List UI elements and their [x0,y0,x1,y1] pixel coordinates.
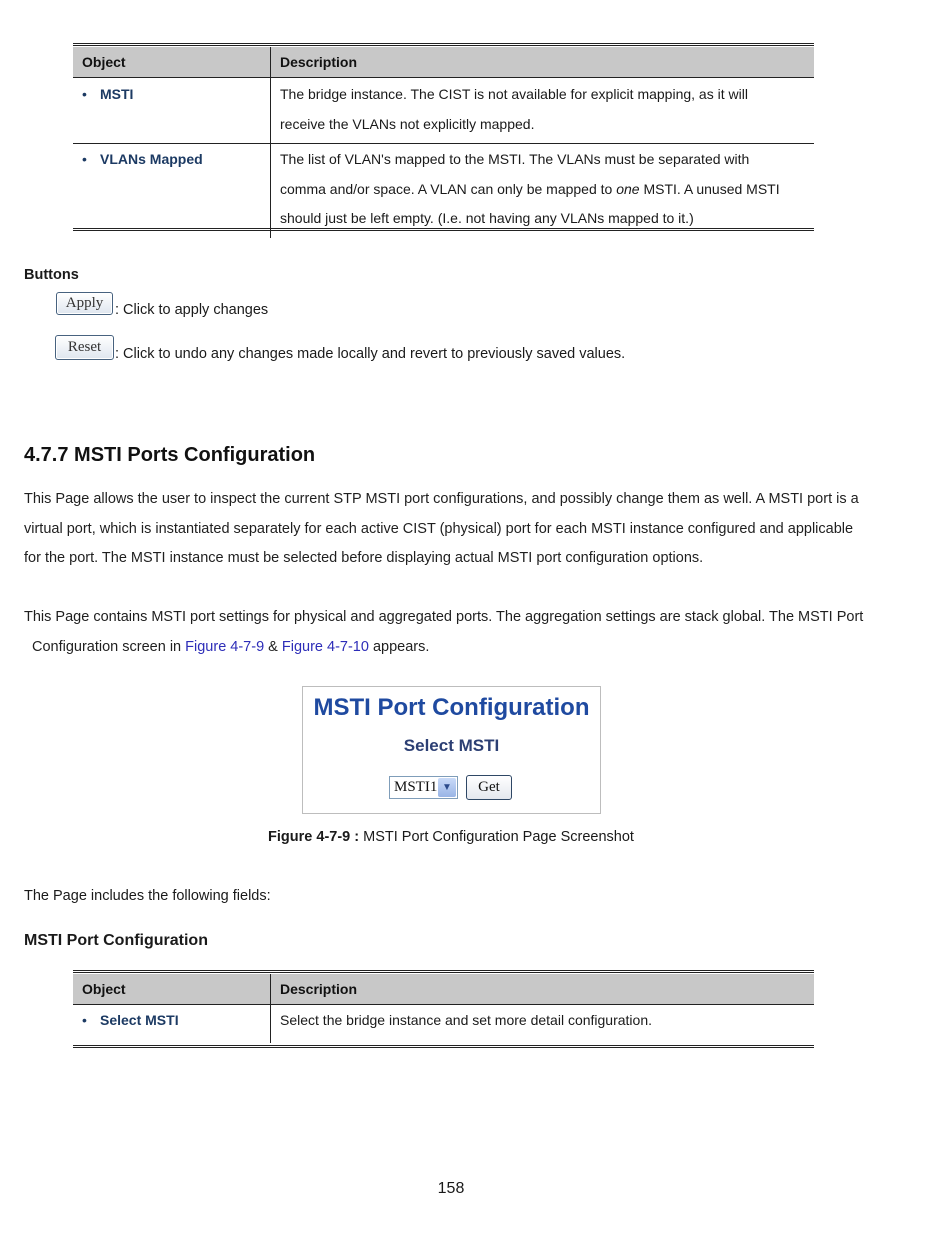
paragraph-line [24,633,863,663]
paragraph-line: This Page contains MSTI port settings for physical and aggregated ports. The aggregation settings are stack global. The MSTI Port [24,609,864,625]
settings-paragraph [24,603,863,662]
chevron-down-icon[interactable]: ▼ [438,778,456,797]
column-header-object: Object [73,47,271,78]
paragraph-line: virtual port, which is instantiated separately for each active CIST (physical) port for each MSTI instance configured and applicable [24,520,854,537]
description-cell: Select the bridge instance and set more detail configuration. [280,1012,653,1028]
description-text: comma and/or space. A VLAN can only be mapped to [280,180,617,197]
fields-intro: The Page includes the following fields: [24,888,271,904]
msti-select[interactable] [389,776,458,799]
table-row [73,1005,814,1044]
table-bottom-border [73,1045,814,1048]
page-number: 158 [437,1180,465,1197]
subheading: MSTI Port Configuration [24,932,208,949]
buttons-heading: Buttons [24,267,79,283]
column-header-object: Object [73,974,271,1005]
caption-label: Figure 4-7-9 : [268,829,360,845]
paragraph-text: & [264,638,282,655]
intro-paragraph [24,485,859,574]
apply-description: : Click to apply changes [115,302,269,318]
column-header-description: Description [271,47,815,78]
table-row [73,144,814,238]
object-name: Select MSTI [100,1012,179,1028]
description-line: should just be left empty. (I.e. not having any VLANs mapped to it.) [280,210,694,226]
bullet-icon: • [82,151,87,167]
reset-description: : Click to undo any changes made locally and revert to previously saved values. [115,346,626,362]
table-row [73,78,814,144]
description-line [280,175,805,205]
caption-text: MSTI Port Configuration Page Screenshot [359,829,634,845]
description-text: MSTI. A unused MSTI [639,180,780,197]
msti-port-config-screenshot [302,686,601,814]
object-table-1 [73,47,814,238]
bullet-icon: • [82,86,87,102]
description-line: receive the VLANs not explicitly mapped. [280,115,535,132]
object-table-2 [73,974,814,1043]
section-title: 4.7.7 MSTI Ports Configuration [24,444,316,466]
object-name: VLANs Mapped [100,151,203,167]
paragraph-line: for the port. The MSTI instance must be selected before displaying actual MSTI port configuration options. [24,550,704,567]
screenshot-title: MSTI Port Configuration [313,694,590,721]
object-name: MSTI [100,86,134,102]
description-line: The list of VLAN's mapped to the MSTI. The VLANs must be separated with [280,151,750,167]
description-line: The bridge instance. The CIST is not available for explicit mapping, as it will [280,86,748,102]
apply-button[interactable]: Apply [56,292,113,315]
table-bottom-border [73,228,814,231]
screenshot-subtitle: Select MSTI [403,736,500,755]
bullet-icon: • [82,1012,87,1028]
column-header-description: Description [271,974,815,1005]
figure-caption [0,829,902,845]
table-top-border [73,970,814,973]
reset-button[interactable]: Reset [55,335,114,360]
msti-select-value: MSTI1 [394,779,438,795]
get-button[interactable]: Get [466,775,512,800]
paragraph-text: Configuration screen in [32,638,186,655]
figure-link[interactable]: Figure 4-7-9 [185,638,265,655]
emphasis-text: one [616,180,640,197]
paragraph-line: This Page allows the user to inspect the current STP MSTI port configurations, and possibly change them as well. A MSTI port is a [24,491,859,507]
figure-link[interactable]: Figure 4-7-10 [281,638,369,655]
table-top-border [73,43,814,46]
paragraph-text: appears. [368,638,430,655]
